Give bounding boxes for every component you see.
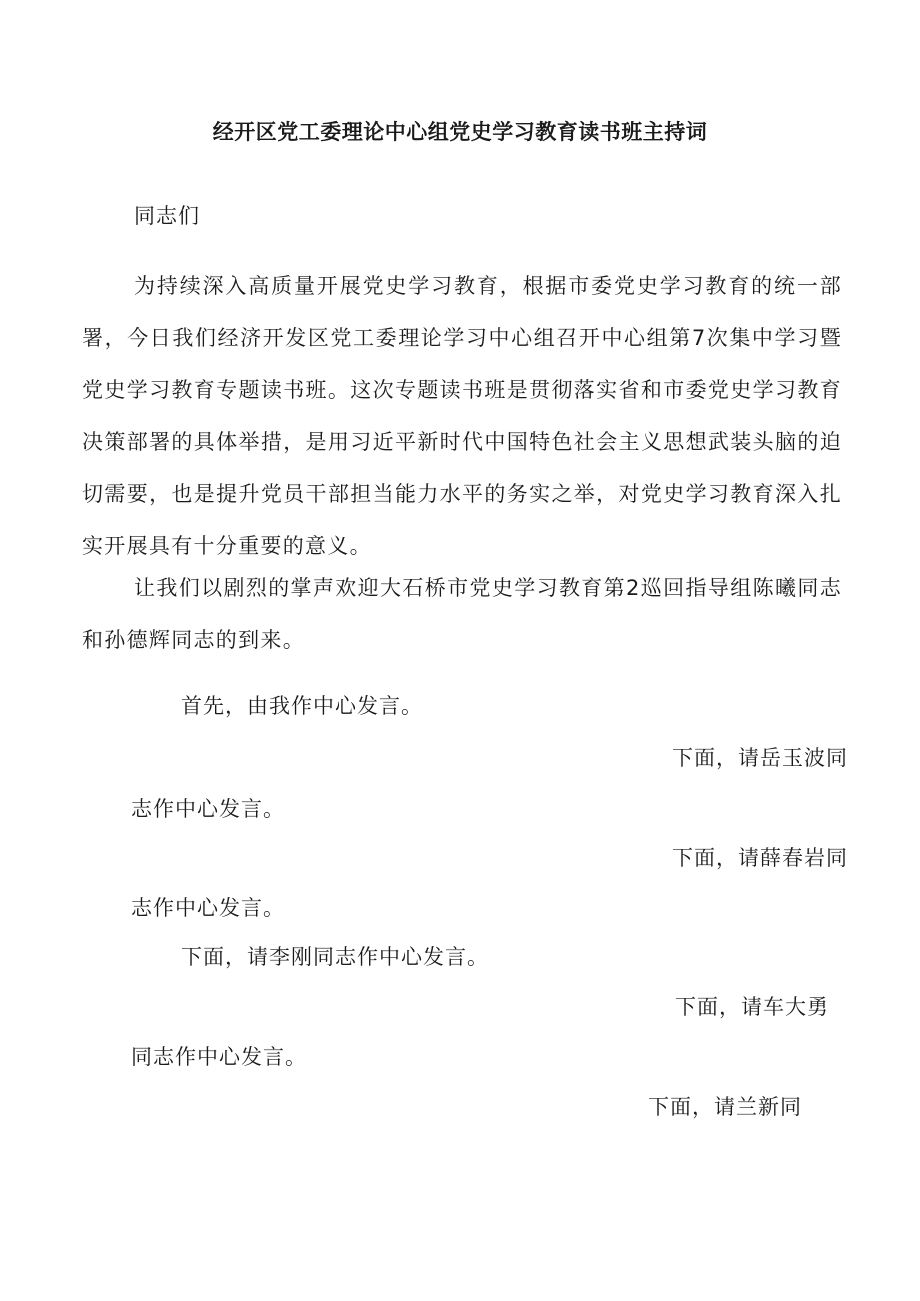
speech-line-li: 下面，请李刚同志作中心发言。	[181, 945, 489, 969]
speech-line-che-part1: 下面，请车大勇	[675, 995, 829, 1019]
speech-line-yue-part2: 志作中心发言。	[131, 797, 285, 821]
speech-line-first: 首先，由我作中心发言。	[181, 694, 423, 718]
speech-line-xue-part1: 下面，请薛春岩同	[672, 846, 848, 870]
document-title: 经开区党工委理论中心组党史学习教育读书班主持词	[212, 120, 708, 144]
speech-line-yue-part1: 下面，请岳玉波同	[672, 746, 848, 770]
speech-line-lan-part1: 下面，请兰新同	[648, 1095, 802, 1119]
speech-line-xue-part2: 志作中心发言。	[131, 896, 285, 920]
speech-line-che-part2: 同志作中心发言。	[131, 1045, 307, 1069]
paragraph-intro: 为持续深入高质量开展党史学习教育，根据市委党史学习教育的统一部署，今日我们经济开发区党工委理论学习中心组召开中心组第7次集中学习暨党史学习教育专题读书班。这次专题读书班是贯彻落实省和市委党史学习教育决策部署的具体举措，是用习近平新时代中国特色社会主义思想武装头脑的迫切需要，也是提升党员干部担当能力水平的务实之举，对党史学习教育深入扎实开展具有十分重要的意义。	[82, 274, 842, 558]
paragraph-welcome: 让我们以剧烈的掌声欢迎大石桥市党史学习教育第2巡回指导组陈曦同志和孙德辉同志的到来。	[82, 576, 842, 652]
greeting: 同志们	[134, 204, 200, 228]
